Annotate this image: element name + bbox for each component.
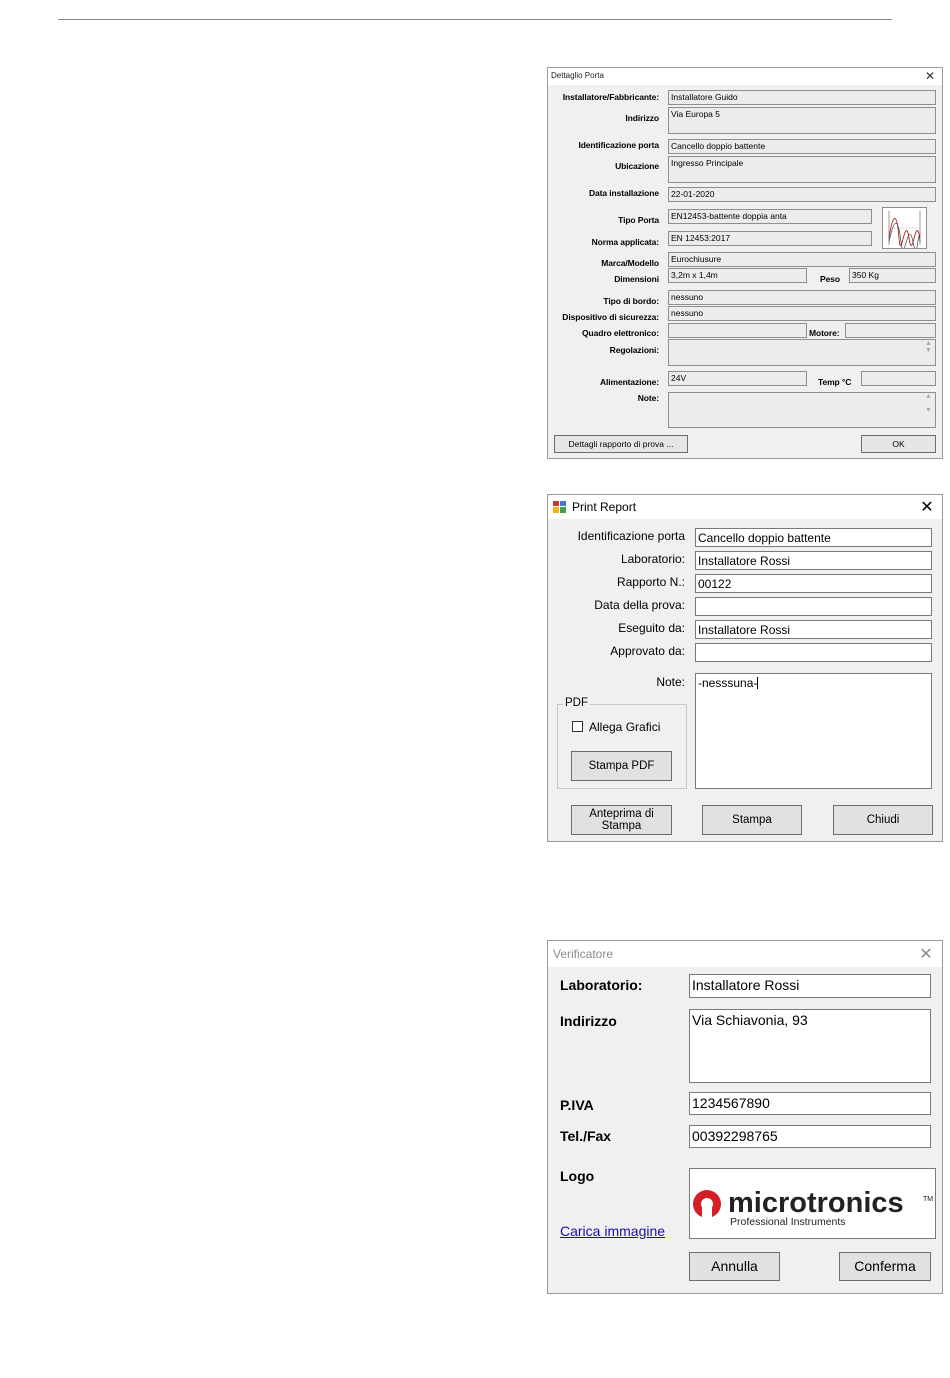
eseguito-label: Eseguito da:	[618, 621, 685, 635]
annulla-button[interactable]: Annulla	[689, 1252, 780, 1281]
dispositivo-label: Dispositivo di sicurezza:	[562, 312, 659, 322]
anteprima-line1: Anteprima di	[589, 807, 654, 820]
rapporto-label: Rapporto N.:	[616, 575, 685, 589]
norma-label: Norma applicata:	[591, 237, 659, 247]
logo-trademark: TM	[923, 1196, 934, 1203]
indirizzo-label: Indirizzo	[560, 1013, 617, 1029]
tel-fax-field[interactable]: 00392298765	[689, 1125, 931, 1148]
carica-immagine-link[interactable]: Carica immagine	[560, 1223, 666, 1239]
identificazione-field[interactable]: Cancello doppio battente	[668, 139, 936, 154]
regolazioni-field[interactable]	[668, 339, 936, 366]
allega-grafici-checkbox[interactable]	[572, 721, 583, 732]
eseguito-field[interactable]: Installatore Rossi	[695, 620, 932, 639]
tipo-bordo-label: Tipo di bordo:	[603, 296, 659, 306]
dettaglio-porta-window	[547, 67, 943, 459]
indirizzo-field[interactable]: Via Schiavonia, 93	[689, 1009, 931, 1083]
data-prova-label: Data della prova:	[594, 598, 685, 612]
data-installazione-label: Data installazione	[589, 188, 659, 198]
scroll-down-icon[interactable]: ▼	[925, 347, 932, 354]
temp-field[interactable]	[861, 371, 936, 386]
close-icon[interactable]: ✕	[919, 946, 933, 963]
logo-tagline: Professional Instruments	[730, 1216, 846, 1228]
note-label: Note:	[656, 675, 685, 689]
dimensioni-field[interactable]: 3,2m x 1,4m	[668, 268, 807, 283]
approvato-label: Approvato da:	[610, 644, 685, 658]
stampa-pdf-button[interactable]: Stampa PDF	[571, 751, 672, 781]
title-bar	[548, 495, 942, 519]
gate-graph-icon	[882, 207, 927, 249]
identificazione-field[interactable]: Cancello doppio battente	[695, 528, 932, 547]
ubicazione-field[interactable]: Ingresso Principale	[668, 156, 936, 183]
data-installazione-field[interactable]: 22-01-2020	[668, 187, 936, 202]
print-report-window	[547, 494, 943, 842]
indirizzo-label: Indirizzo	[625, 113, 659, 123]
dettagli-rapporto-button[interactable]: Dettagli rapporto di prova ...	[554, 435, 688, 453]
alimentazione-field[interactable]: 24V	[668, 371, 807, 386]
note-textarea[interactable]	[695, 673, 932, 789]
page-header-rule	[58, 19, 892, 20]
laboratorio-label: Laboratorio:	[560, 977, 643, 993]
rapporto-field[interactable]: 00122	[695, 574, 932, 593]
scroll-down-icon[interactable]: ▼	[925, 407, 932, 414]
app-icon	[553, 501, 566, 513]
chiudi-button[interactable]: Chiudi	[833, 805, 933, 835]
window-title: Verificatore	[553, 947, 614, 961]
ubicazione-label: Ubicazione	[615, 161, 659, 171]
motore-field[interactable]	[845, 323, 936, 338]
identificazione-label: Identificazione porta	[577, 529, 685, 543]
logo-wordmark: microtronics	[728, 1187, 904, 1219]
regolazioni-scrollbar[interactable]	[924, 340, 933, 365]
dimensioni-label: Dimensioni	[614, 274, 659, 284]
peso-field[interactable]: 350 Kg	[849, 268, 936, 283]
quadro-field[interactable]	[668, 323, 807, 338]
quadro-label: Quadro elettronico:	[582, 328, 659, 338]
allega-grafici-label[interactable]: Allega Grafici	[589, 720, 661, 734]
installatore-label: Installatore/Fabbricante:	[562, 92, 659, 102]
installatore-field[interactable]: Installatore Guido	[668, 90, 936, 105]
anteprima-stampa-button[interactable]	[571, 805, 672, 835]
stampa-button[interactable]: Stampa	[702, 805, 802, 835]
laboratorio-label: Laboratorio:	[620, 552, 685, 566]
marca-label: Marca/Modello	[601, 258, 659, 268]
tipo-porta-label: Tipo Porta	[618, 215, 659, 225]
piva-field[interactable]: 1234567890	[689, 1092, 931, 1115]
close-icon[interactable]: ✕	[924, 69, 936, 83]
tel-fax-label: Tel./Fax	[560, 1128, 612, 1144]
approvato-field[interactable]	[695, 643, 932, 662]
temp-label: Temp °C	[818, 377, 852, 387]
close-icon[interactable]: ✕	[920, 499, 934, 516]
title-bar	[548, 941, 942, 967]
scroll-up-icon[interactable]: ▲	[925, 393, 932, 400]
tipo-bordo-field[interactable]: nessuno	[668, 290, 936, 305]
conferma-button[interactable]: Conferma	[839, 1252, 931, 1281]
note-text: -nesssuna-	[698, 676, 758, 690]
alimentazione-label: Alimentazione:	[599, 377, 659, 387]
laboratorio-field[interactable]: Installatore Rossi	[689, 974, 931, 998]
identificazione-label: Identificazione porta	[578, 140, 659, 150]
laboratorio-field[interactable]: Installatore Rossi	[695, 551, 932, 570]
logo-label: Logo	[560, 1168, 595, 1184]
peso-label: Peso	[820, 274, 840, 284]
data-prova-field[interactable]	[695, 597, 932, 616]
anteprima-line2: Stampa	[601, 820, 642, 832]
verificatore-window	[547, 940, 943, 1294]
tipo-porta-field[interactable]: EN12453-battente doppia anta	[668, 209, 872, 224]
note-scrollbar[interactable]	[924, 393, 933, 427]
motore-label: Motore:	[809, 328, 840, 338]
logo-image	[689, 1168, 936, 1239]
piva-label: P.IVA	[560, 1097, 594, 1113]
text-caret	[757, 677, 758, 689]
note-field[interactable]	[668, 392, 936, 428]
indirizzo-field[interactable]: Via Europa 5	[668, 107, 936, 134]
pdf-group-title: PDF	[565, 697, 588, 709]
regolazioni-label: Regolazioni:	[609, 345, 659, 355]
title-bar	[548, 68, 942, 85]
norma-field[interactable]: EN 12453:2017	[668, 231, 872, 246]
ok-button[interactable]: OK	[861, 435, 936, 453]
window-title: Dettaglio Porta	[551, 71, 604, 80]
marca-field[interactable]: Eurochiusure	[668, 252, 936, 267]
window-title: Print Report	[572, 500, 637, 514]
dispositivo-field[interactable]: nessuno	[668, 306, 936, 321]
scroll-up-icon[interactable]: ▲	[925, 340, 932, 347]
note-label: Note:	[637, 393, 659, 403]
